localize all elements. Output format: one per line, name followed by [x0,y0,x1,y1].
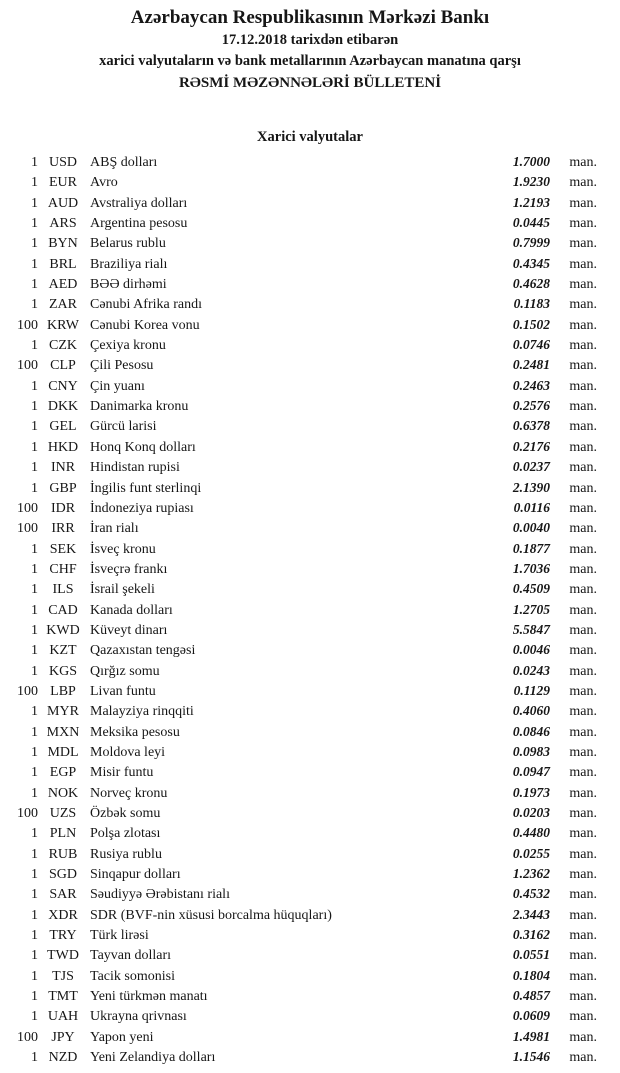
currency-name: Braziliya rialı [90,256,168,272]
currency-name: Sinqapur dolları [90,867,181,883]
currency-quantity: 1 [31,663,38,679]
currency-code: AUD [47,195,79,211]
currency-name: İsveç kronu [90,541,156,557]
currency-quantity: 100 [17,806,38,821]
currency-code: IDR [50,500,76,516]
rate-value: 0.4345 [512,255,550,271]
unit-label: man. [569,663,597,679]
currency-quantity: 1 [31,561,38,577]
currency-name: Türk lirəsi [90,928,149,944]
currency-quantity: 1 [31,439,38,455]
currency-name: ABŞ dolları [90,155,158,170]
currency-name: İndoneziya rupiası [90,500,194,516]
currency-code: EGP [49,765,77,781]
currency-quantity: 1 [31,236,38,252]
rate-value: 0.0040 [512,520,550,536]
currency-quantity: 1 [31,338,38,354]
currency-row [8,1047,597,1067]
currency-quantity: 1 [31,175,38,191]
currency-name: Danimarka kronu [90,399,189,415]
unit-label: man. [569,1009,597,1025]
currency-quantity: 1 [31,846,38,862]
rate-value: 0.2576 [512,398,550,414]
currency-row [8,701,597,721]
currency-code: MXN [46,724,80,740]
unit-label: man. [569,399,597,415]
currency-quantity: 1 [31,643,38,659]
currency-code: HKD [47,439,79,455]
unit-label: man. [569,378,597,394]
currency-row [8,803,597,823]
unit-label: man. [569,460,597,476]
unit-label: man. [569,846,597,862]
currency-code: LBP [50,683,76,699]
currency-code: ILS [52,582,74,598]
unit-label: man. [569,989,597,1005]
rate-value: 0.2463 [512,377,550,393]
currency-code: RUB [48,846,78,862]
rate-value: 0.0609 [512,1008,550,1024]
currency-quantity: 1 [31,256,38,272]
rate-value: 0.0445 [512,215,550,231]
currency-quantity: 1 [31,419,38,435]
currency-name: Livan funtu [90,683,156,699]
currency-quantity: 1 [31,744,38,760]
currency-code: TMT [48,989,78,1005]
rate-value: 1.2193 [512,194,550,210]
unit-label: man. [569,785,597,801]
currency-code: TJS [52,968,74,984]
currency-quantity: 100 [17,683,38,699]
currency-code: GBP [49,480,77,496]
currency-quantity: 1 [31,907,38,923]
currency-name: Norveç kronu [90,785,168,801]
rate-value: 0.0746 [512,337,550,353]
currency-code: TWD [47,948,79,964]
rate-value: 0.0116 [513,499,550,515]
unit-label: man. [569,317,597,333]
currency-name: İsveçrə frankı [90,561,168,577]
unit-label: man. [569,683,597,699]
unit-label: man. [569,155,597,170]
currency-row [8,172,597,192]
currency-name: Avstraliya dolları [90,195,188,211]
currency-row [8,213,597,233]
rate-value: 0.0947 [512,764,550,780]
unit-label: man. [569,867,597,883]
unit-label: man. [569,358,597,374]
currency-name: Hindistan rupisi [90,460,180,476]
currency-quantity: 1 [31,887,38,903]
currency-name: Avro [90,175,118,191]
unit-label: man. [569,541,597,557]
currency-name: Polşa zlotası [90,826,161,842]
currency-quantity: 100 [17,521,38,537]
rate-value: 0.1129 [513,682,550,698]
unit-label: man. [569,602,597,618]
unit-label: man. [569,1029,597,1045]
unit-label: man. [569,1050,597,1066]
unit-label: man. [569,521,597,537]
rate-value: 0.1973 [512,784,550,800]
unit-label: man. [569,195,597,211]
unit-label: man. [569,806,597,821]
rate-value: 1.2705 [512,601,550,617]
unit-label: man. [569,704,597,720]
currency-name: Yapon yeni [90,1029,154,1045]
currency-quantity: 1 [31,765,38,781]
rate-value: 0.2481 [512,357,550,373]
rate-value: 2.1390 [512,479,550,495]
currency-name: Yeni türkmən manatı [90,989,208,1005]
currency-name: Gürcü larisi [90,419,157,435]
currency-quantity: 1 [31,195,38,211]
currency-code: ARS [49,216,77,232]
currency-quantity: 1 [31,541,38,557]
currency-row [8,864,597,884]
currency-quantity: 1 [31,785,38,801]
rate-value: 0.0255 [512,845,550,861]
currency-code: ZAR [49,297,77,313]
unit-label: man. [569,887,597,903]
currency-row [8,376,597,396]
currency-row [8,823,597,843]
currency-row [8,498,597,518]
currency-code: CZK [49,338,77,354]
currency-row [8,355,597,375]
unit-label: man. [569,928,597,944]
currency-quantity: 1 [31,277,38,293]
rate-value: 0.7999 [512,235,550,251]
currency-name: Qazaxıstan tengəsi [90,643,196,659]
currency-quantity: 1 [31,480,38,496]
currency-row [8,457,597,477]
currency-row [8,722,597,742]
unit-label: man. [569,643,597,659]
currency-row [8,1006,597,1026]
unit-label: man. [569,277,597,293]
currency-row [8,1027,597,1047]
currency-quantity: 1 [31,989,38,1005]
rate-value: 0.0237 [512,459,550,475]
currency-row [8,844,597,864]
currency-name: Moldova leyi [90,744,166,760]
currency-row [8,884,597,904]
currency-code: BYN [48,236,78,252]
unit-label: man. [569,338,597,354]
currency-name: Rusiya rublu [90,846,162,862]
unit-label: man. [569,561,597,577]
currency-code: NOK [47,785,79,801]
currency-row [8,518,597,538]
rate-value: 1.7036 [512,560,550,576]
rate-value: 0.4857 [512,988,550,1004]
rate-value: 0.1183 [513,296,550,312]
unit-label: man. [569,948,597,964]
rate-value: 0.0243 [512,662,550,678]
currency-quantity: 1 [31,378,38,394]
currency-code: SEK [49,541,77,557]
currency-row [8,254,597,274]
unit-label: man. [569,216,597,232]
currency-row [8,640,597,660]
bulletin-title: RƏSMİ MƏZƏNNƏLƏRİ BÜLLETENİ [178,75,442,91]
unit-label: man. [569,500,597,516]
currency-name: Tacik somonisi [90,968,175,984]
exchange-rates-table [0,152,620,1067]
rate-value: 0.0046 [512,642,550,658]
currency-row [8,579,597,599]
rate-value: 0.0551 [512,947,550,963]
currency-quantity: 100 [17,358,38,374]
currency-row [8,193,597,213]
currency-row [8,925,597,945]
rate-value: 0.4628 [512,276,550,292]
currency-name: Misir funtu [90,765,154,781]
rate-value: 0.0846 [512,723,550,739]
currency-code: CLP [50,358,76,374]
currency-code: MDL [47,744,79,760]
rate-value: 0.0983 [512,743,550,759]
unit-label: man. [569,968,597,984]
bulletin-subtitle: xarici valyutaların və bank metallarının Azərbaycan manatına qarşı [99,53,521,69]
currency-name: İsrail şekeli [90,582,155,598]
currency-quantity: 1 [31,297,38,313]
rate-value: 0.4532 [512,886,550,902]
currency-quantity: 1 [31,928,38,944]
currency-name: Çin yuanı [90,378,145,394]
currency-row [8,437,597,457]
currency-row [8,600,597,620]
rate-value: 0.0203 [512,805,550,820]
currency-row [8,335,597,355]
rate-value: 0.1502 [512,316,550,332]
currency-quantity: 1 [31,968,38,984]
rate-value: 0.4060 [512,703,550,719]
currency-row [8,478,597,498]
currency-name: Yeni Zelandiya dolları [90,1050,216,1066]
currency-name: Çexiya kronu [90,338,166,354]
currency-row [8,539,597,559]
unit-label: man. [569,622,597,638]
currency-name: BƏƏ dirhəmi [90,277,167,293]
currency-name: İran rialı [90,521,139,537]
currency-row [8,905,597,925]
rate-value: 0.4480 [512,825,550,841]
currency-code: KZT [49,643,77,659]
currency-row [8,233,597,253]
currency-quantity: 100 [17,1029,38,1045]
unit-label: man. [569,480,597,496]
currency-code: CAD [48,602,78,618]
currency-code: BRL [49,256,77,272]
currency-row [8,559,597,579]
currency-quantity: 1 [31,155,38,170]
currency-code: KGS [48,663,77,679]
currency-quantity: 1 [31,1050,38,1066]
currency-name: Ukrayna qrivnası [90,1009,187,1025]
currency-quantity: 100 [17,500,38,516]
currency-quantity: 1 [31,216,38,232]
unit-label: man. [569,175,597,191]
currency-row [8,783,597,803]
unit-label: man. [569,744,597,760]
currency-name: SDR (BVF-nin xüsusi borcalma hüquqları) [90,907,332,923]
currency-row [8,315,597,335]
currency-quantity: 1 [31,826,38,842]
unit-label: man. [569,907,597,923]
currency-name: Belarus rublu [90,236,166,252]
rate-value: 5.5847 [512,621,550,637]
currency-code: IRR [51,521,75,537]
bulletin-header [0,6,620,94]
currency-quantity: 1 [31,1009,38,1025]
currency-quantity: 1 [31,399,38,415]
currency-name: Cənubi Korea vonu [90,317,200,333]
currency-quantity: 1 [31,704,38,720]
unit-label: man. [569,826,597,842]
currency-name: Malayziya rinqqiti [90,704,194,720]
currency-row [8,294,597,314]
currency-name: Cənubi Afrika randı [90,297,202,313]
currency-row [8,661,597,681]
currency-code: NZD [48,1050,78,1066]
unit-label: man. [569,419,597,435]
bank-title: Azərbaycan Respublikasının Mərkəzi Bankı [130,7,490,28]
rate-value: 0.2176 [512,438,550,454]
currency-row [8,966,597,986]
rate-value: 0.6378 [512,418,550,434]
currency-quantity: 1 [31,948,38,964]
currency-code: CNY [48,378,78,394]
currency-name: Özbək somu [90,806,161,821]
currency-row [8,986,597,1006]
currency-name: Səudiyyə Ərəbistanı rialı [90,887,230,903]
rate-value: 0.1877 [512,540,550,556]
rate-value: 1.4981 [512,1028,550,1044]
currency-name: Meksika pesosu [90,724,180,740]
currency-code: DKK [47,399,79,415]
currency-row [8,742,597,762]
unit-label: man. [569,765,597,781]
currency-quantity: 1 [31,460,38,476]
currency-name: Qırğız somu [90,663,160,679]
currency-name: Çili Pesosu [90,358,154,374]
currency-code: UZS [49,806,77,821]
currency-row [8,620,597,640]
currency-quantity: 1 [31,602,38,618]
currency-row [8,152,597,172]
currency-name: İngilis funt sterlinqi [90,480,202,496]
currency-code: USD [48,155,77,170]
currency-code: EUR [49,175,77,191]
rate-value: 1.9230 [512,174,550,190]
currency-name: Argentina pesosu [90,216,188,232]
currency-code: GEL [49,419,77,435]
currency-quantity: 100 [17,317,38,333]
unit-label: man. [569,724,597,740]
currency-row [8,762,597,782]
currency-code: SAR [49,887,77,903]
unit-label: man. [569,256,597,272]
currency-row [8,681,597,701]
unit-label: man. [569,297,597,313]
currency-code: AED [48,277,78,293]
section-title: Xarici valyutalar [257,129,363,145]
currency-code: CHF [49,561,77,577]
currency-row [8,945,597,965]
currency-code: SGD [48,867,77,883]
currency-quantity: 1 [31,582,38,598]
currency-code: PLN [49,826,77,842]
currency-quantity: 1 [31,724,38,740]
currency-code: KWD [46,622,80,638]
currency-code: UAH [47,1009,79,1025]
currency-row [8,274,597,294]
currency-code: KRW [47,317,79,333]
currency-code: MYR [47,704,79,720]
currency-code: TRY [49,928,77,944]
currency-name: Kanada dolları [90,602,173,618]
effective-date: 17.12.2018 tarixdən etibarən [221,32,399,48]
rate-value: 0.4509 [512,581,550,597]
currency-code: INR [50,460,76,476]
rate-value: 1.1546 [512,1049,550,1065]
rate-value: 0.3162 [512,927,550,943]
currency-quantity: 1 [31,867,38,883]
currency-row [8,416,597,436]
currency-row [8,396,597,416]
currency-name: Honq Konq dolları [90,439,196,455]
rate-value: 1.2362 [512,866,550,882]
unit-label: man. [569,236,597,252]
currency-code: XDR [48,907,78,923]
unit-label: man. [569,439,597,455]
rate-value: 0.1804 [512,967,550,983]
rate-value: 2.3443 [512,906,550,922]
unit-label: man. [569,582,597,598]
rate-value: 1.7000 [512,154,550,169]
currency-code: JPY [51,1029,75,1045]
currency-quantity: 1 [31,622,38,638]
currency-name: Küveyt dinarı [90,622,168,638]
currency-name: Tayvan dolları [90,948,172,964]
